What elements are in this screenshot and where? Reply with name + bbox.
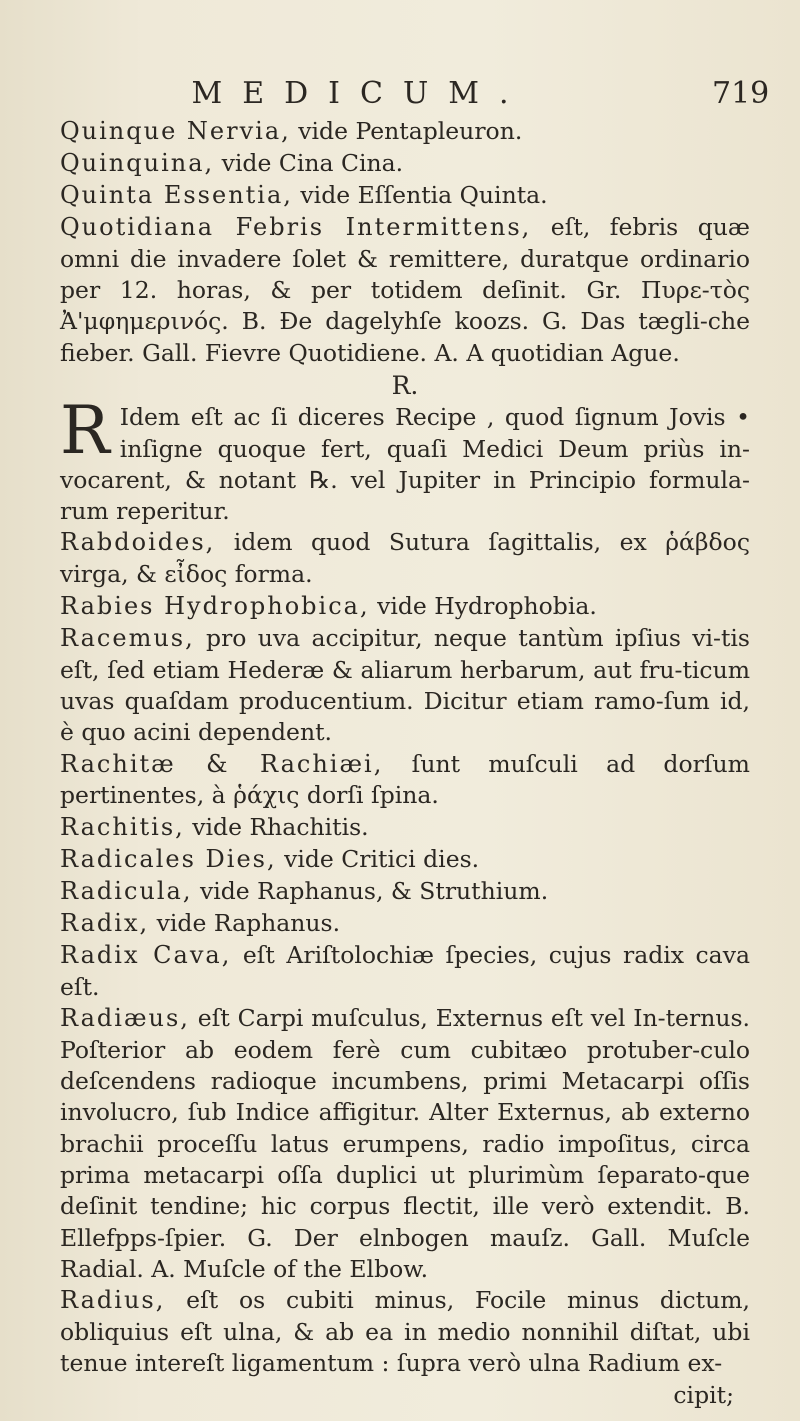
entry-head: Rachitis, [60, 812, 185, 841]
letter-heading: R. [391, 371, 419, 400]
entry-text: vide Pentapleuron. [298, 117, 523, 145]
entry-rachitis [60, 812, 750, 844]
entry-text: idem quod Sutura ſagittalis, ex ῥάβδος virga, & εἶδος forma. [60, 528, 750, 589]
entry-quotidiana-febris [60, 212, 750, 369]
entry-head: Quinque Nervia, [60, 117, 291, 145]
entry-text: vide Critici dies. [284, 844, 480, 873]
entry-head: Radicales Dies, [60, 844, 277, 873]
entry-text: vide Cina Cina. [221, 148, 404, 177]
entry-text: Idem eſt ac ſi diceres Recipe , quod ſignum Jovis • inſigne quoque fert, quaſi Medici Deum priùs in-vocarent, & notant ℞. vel Jupiter in Principio formula-rum reperitur. [60, 403, 750, 526]
entry-head: Radicula, [60, 876, 193, 905]
entry-head: Radius, [60, 1286, 166, 1315]
entry-head: Quotidiana Febris Intermittens, [60, 212, 532, 241]
entry-head: Quinta Essentia, [60, 180, 293, 209]
drop-cap-initial: R [60, 392, 110, 470]
entry-head: Racemus, [60, 623, 195, 652]
entry-text: eſt, febris quæ omni die invadere ſolet & remittere, duratque ordinario per 12. horas, & per totidem deſinit. Gr. Πυρε-τὸς Ἀ'μφημερινός. B. Ðe dagelyhſe koozs. G. Das tægli-che fieber. Gall. Fievre Quotidiene. A. A quotidian Ague. [60, 212, 751, 367]
entry-text: eſt Carpi muſculus, Externus eſt vel In-ternus. Poſterior ab eodem ferè cum cubitæo protuber-culo deſcendens radioque incumbens, primi Metacarpi oſſis involucro, ſub Indice affigitur. Alter Externus, ab externo brachii proceſſu latus erumpens, radio impoſitus, circa prima metacarpi oſſa duplici ut plurimùm ſeparato-que deſinit tendine; hic corpus flectit, ille verò extendit. B. Ellefpps-ſpier. G. Der elnbogen mauſz. Gall. Muſcle Radial. A. Muſcle of the Elbow. [60, 1003, 750, 1283]
entry-text: ſunt muſculi ad dorſum pertinentes, à ῥάχις dorſi ſpina. [60, 749, 750, 810]
entry-head: Rachitæ & Rachiæi, [60, 749, 384, 778]
entry-quinquina [60, 148, 750, 180]
entry-text: pro uva accipitur, neque tantùm ipſius vi-tis eſt, ſed etiam Hederæ & aliarum herbarum, aut fru-ticum uvas quaſdam producentium. Dicitur etiam ramo-ſum id, è quo acini dependent. [60, 623, 750, 747]
entry-racemus [60, 623, 750, 749]
entry-quinque-nervia [60, 116, 750, 148]
entry-head: Rabdoides, [60, 528, 216, 557]
entry-rabdoides [60, 527, 750, 590]
entry-r [60, 392, 750, 527]
dictionary-text [60, 116, 750, 1411]
entry-text: vide Raphanus. [156, 908, 341, 937]
entry-text: vide Raphanus, & Struthium. [199, 876, 549, 905]
entry-text: vide Rhachitis. [192, 812, 369, 841]
entry-radius [60, 1285, 750, 1380]
entry-head: Radix, [60, 908, 150, 937]
entry-head: Quinquina, [60, 148, 215, 177]
entry-quinta-essentia [60, 180, 750, 212]
page-header [0, 76, 800, 116]
entry-head: Radix Cava, [60, 940, 232, 969]
running-head: MEDICUM. [191, 76, 529, 111]
catchword: cipit; [673, 1380, 734, 1409]
entry-rachitae [60, 749, 750, 812]
page-number: 719 [712, 76, 770, 111]
entry-radicula [60, 876, 750, 908]
entry-rabies [60, 591, 750, 623]
entry-text: eſt Ariſtolochiæ ſpecies, cujus radix cava eſt. [60, 940, 750, 1001]
entry-text: eſt os cubiti minus, Focile minus dictum, obliquius eſt ulna, & ab ea in medio nonnihil diſtat, ubi tenue intereſt ligamentum : ſupra verò ulna Radium ex- [60, 1286, 750, 1378]
entry-head: Radiæus, [60, 1003, 190, 1032]
entry-text: vide Hydrophobia. [377, 591, 597, 620]
entry-radiaeus [60, 1003, 750, 1285]
entry-radix [60, 908, 750, 940]
entry-head: Rabies Hydrophobica, [60, 591, 370, 620]
entry-radicales-dies [60, 844, 750, 876]
entry-radix-cava [60, 940, 750, 1003]
entry-text: vide Eſſentia Quinta. [300, 180, 548, 209]
